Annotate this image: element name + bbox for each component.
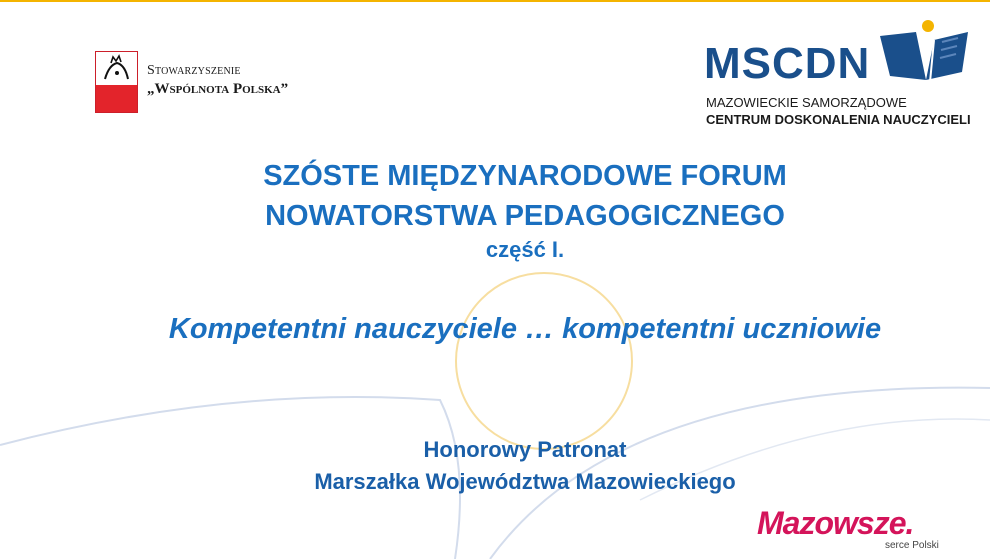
decor-circle — [456, 273, 632, 449]
wspolnota-polska-logo — [95, 47, 300, 117]
patronage-line2: Marszałka Województwa Mazowieckiego — [314, 469, 736, 494]
patronage-line1: Honorowy Patronat — [423, 437, 627, 462]
title-part: część I. — [485, 237, 565, 262]
mazowsze-tagline: serce Polski — [885, 540, 939, 551]
mazowsze-logo — [757, 505, 957, 555]
forum-title — [0, 156, 990, 264]
title-line1: SZÓSTE MIĘDZYNARODOWE FORUM — [263, 160, 787, 192]
wspolnota-polska-emblem-icon — [95, 51, 138, 113]
forum-subtitle: Kompetentni nauczyciele … kompetentni uczniowie — [168, 313, 882, 345]
mscdn-subtitle-line1: MAZOWIECKIE SAMORZĄDOWE — [706, 95, 907, 110]
mscdn-logo — [704, 18, 974, 128]
mscdn-subtitle-line2: CENTRUM DOSKONALENIA NAUCZYCIELI — [706, 112, 971, 127]
mazowsze-wordmark: Mazowsze. — [757, 505, 914, 541]
mscdn-name: MSCDN — [704, 39, 871, 88]
title-line2: NOWATORSTWA PEDAGOGICZNEGO — [265, 200, 785, 232]
patronage — [0, 434, 990, 498]
logo-left-line1: Stowarzyszenie — [147, 63, 241, 78]
logo-left-line2: „Wspólnota Polska” — [147, 80, 289, 97]
wspolnota-polska-text — [147, 63, 288, 98]
open-book-icon — [874, 18, 974, 88]
